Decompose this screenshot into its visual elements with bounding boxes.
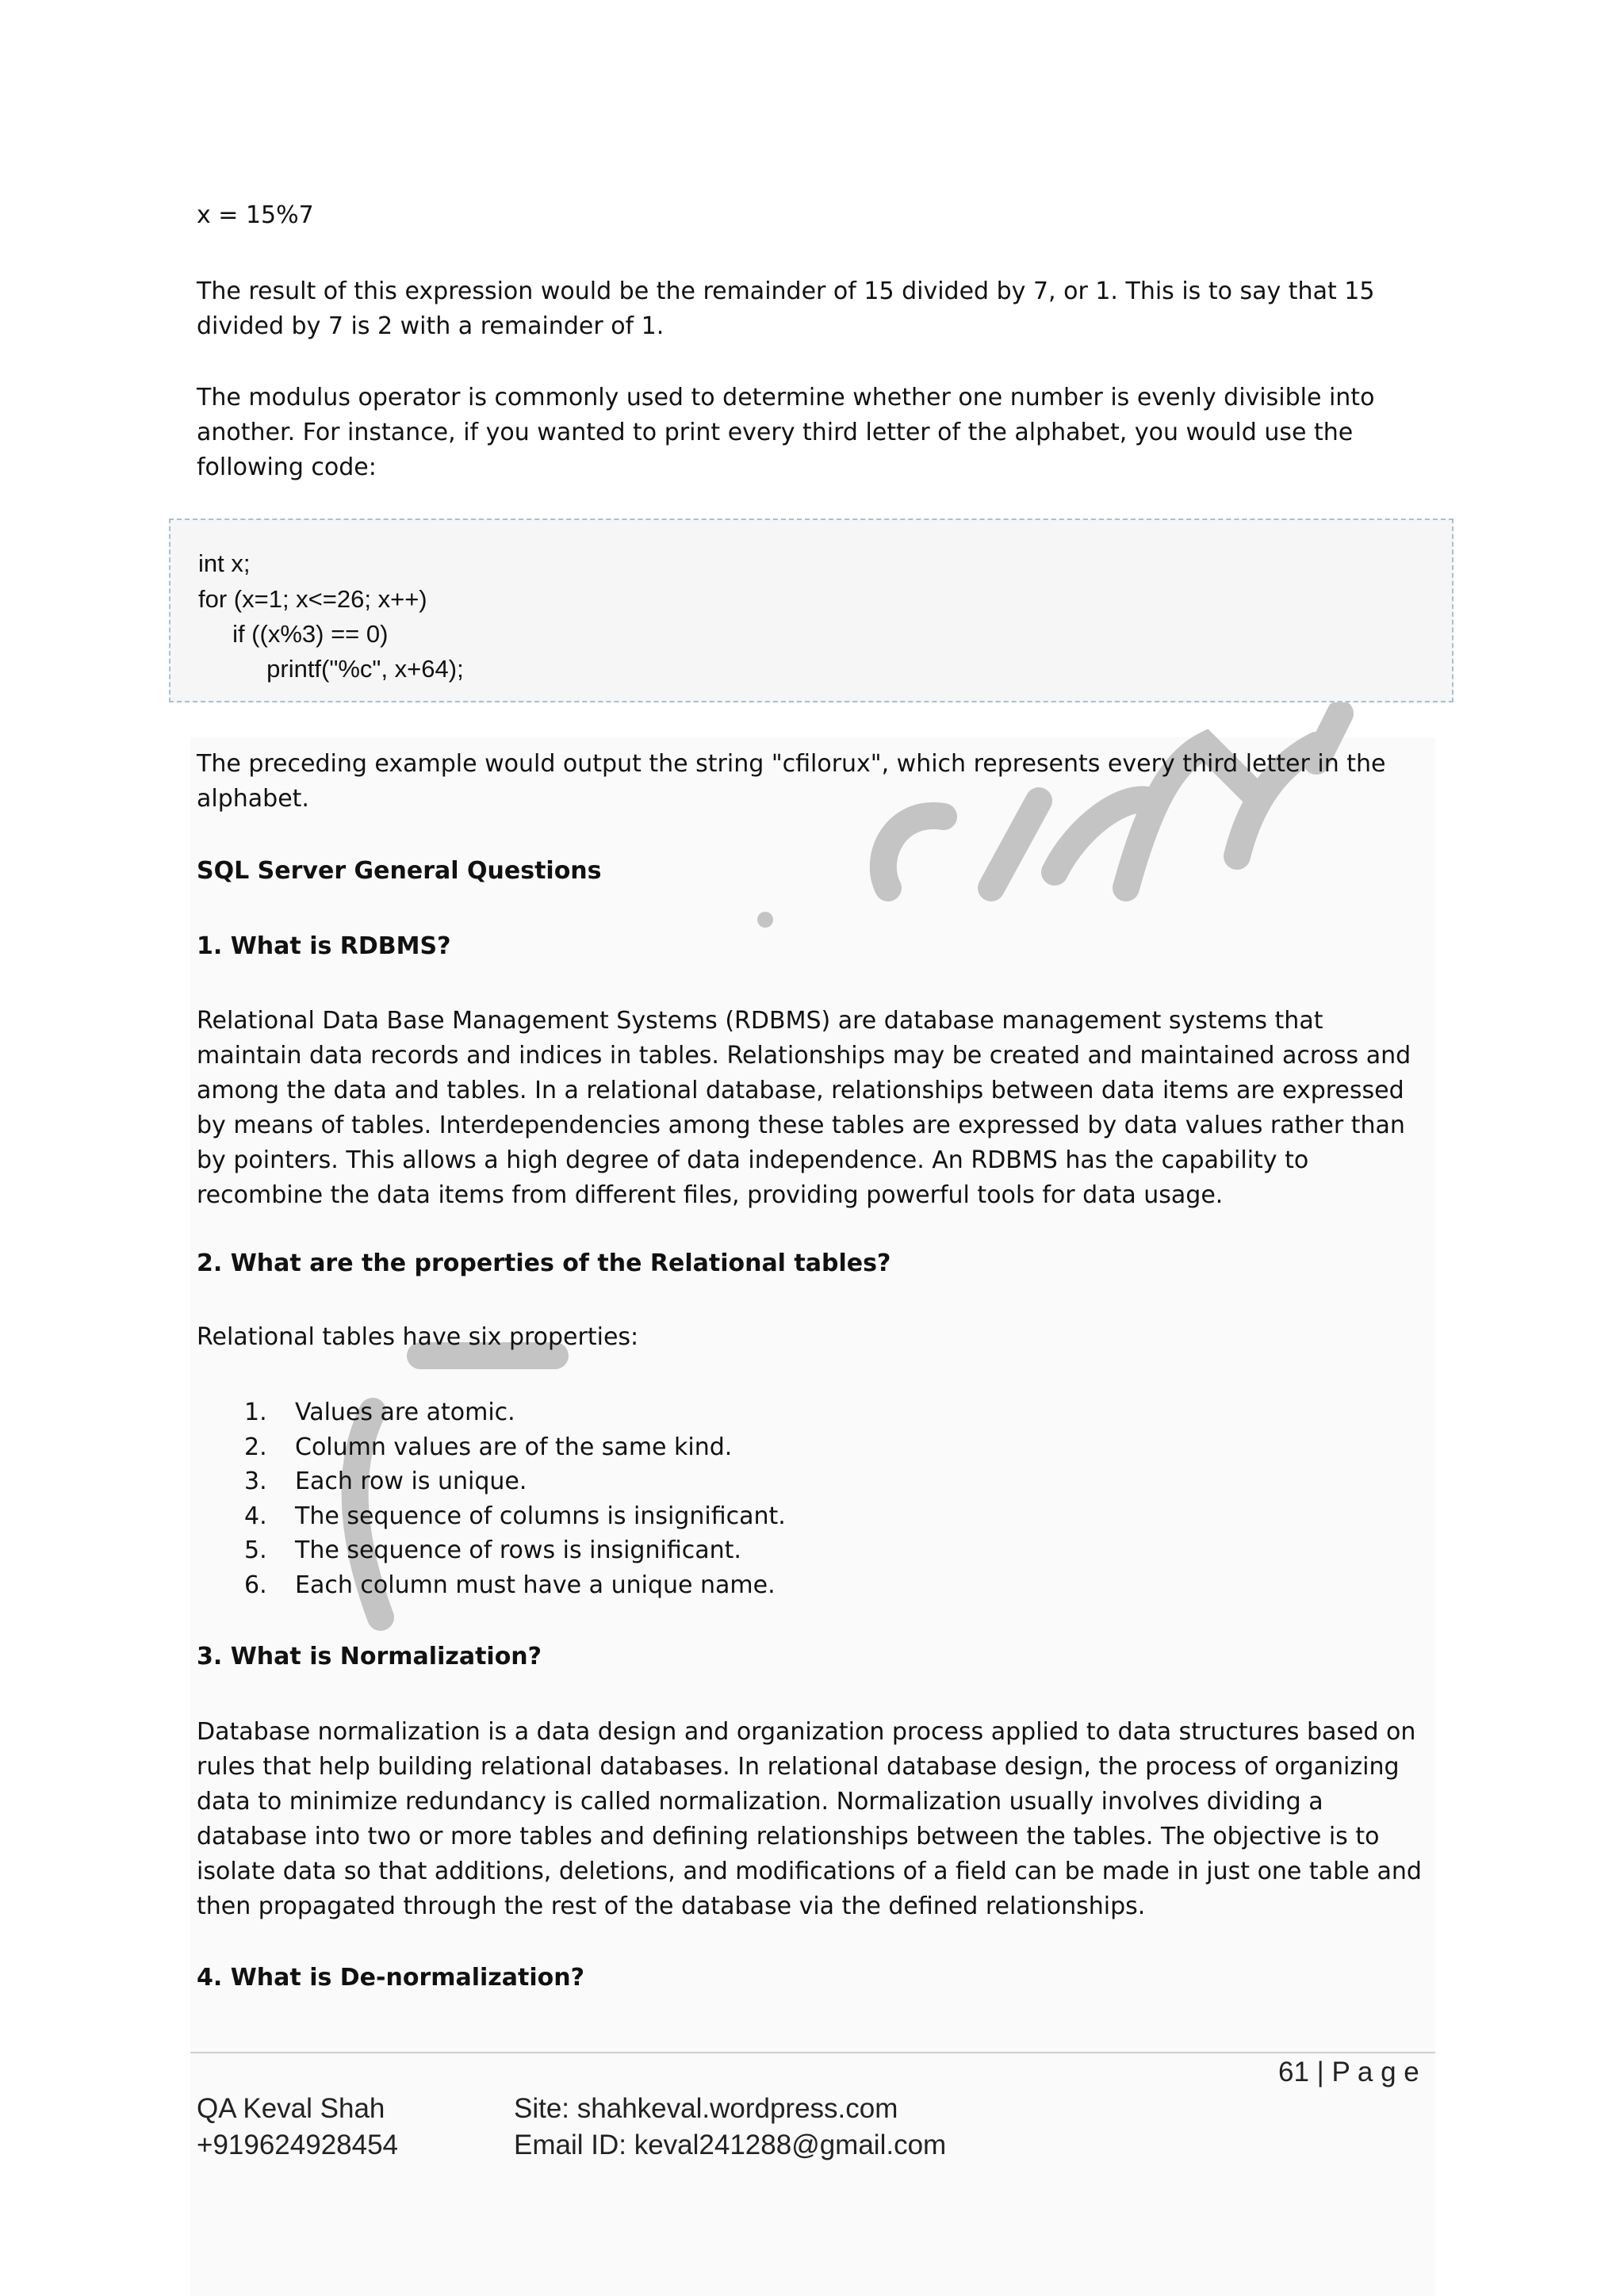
preceding-paragraph: The preceding example would output the string "cfilorux", which represents every third letter in the alphabet.: [197, 750, 1386, 813]
footer-author: QA Keval Shah: [197, 2093, 385, 2124]
question-2-heading: 2. What are the properties of the Relational tables?: [197, 1249, 891, 1277]
answer-3-paragraph: Database normalization is a data design and organization process applied to data structures based on rules that help building relational databases. In relational database design, the process of organizing data to minimize redundancy is called normalization. Normalization usually involves dividing a database into two or more tables and defining relationships between the tables. The objective is to isolate data so that additions, deletions, and modifications of a field can be made in just one table and then propagated through the rest of the database via the defined relationships.: [197, 1718, 1422, 1920]
code-line: printf("%c", x+64);: [198, 655, 464, 683]
result-paragraph: The result of this expression would be the remainder of 15 divided by 7, or 1. This is to say that 15 divided by 7 is 2 with a remainder of 1.: [197, 277, 1375, 340]
question-3-heading: 3. What is Normalization?: [197, 1643, 542, 1670]
sql-section-heading: SQL Server General Questions: [197, 857, 602, 885]
code-line: for (x=1; x<=26; x++): [198, 585, 427, 613]
footer-phone: +919624928454: [197, 2130, 399, 2160]
modulus-paragraph: The modulus operator is commonly used to determine whether one number is evenly divisible into another. For instance, if you wanted to print every third letter of the alphabet, you would use the following code:: [197, 384, 1375, 481]
list-item: 6. Each column must have a unique name.: [244, 1571, 776, 1599]
code-line: int x;: [198, 549, 251, 577]
list-item: 2. Column values are of the same kind.: [244, 1433, 733, 1461]
question-4-heading: 4. What is De-normalization?: [197, 1964, 585, 1992]
footer-divider: [190, 2052, 1435, 2053]
list-item: 5. The sequence of rows is insignificant.: [244, 1536, 741, 1564]
footer-site-link[interactable]: Site: shahkeval.wordpress.com: [514, 2093, 898, 2124]
list-item: 1. Values are atomic.: [244, 1399, 515, 1426]
code-block: [169, 519, 1454, 702]
page-number: 61 | P a g e: [1278, 2057, 1419, 2087]
answer-1-paragraph: Relational Data Base Management Systems (RDBMS) are database management systems that maintain data records and indices in tables. Relationships may be created and maintained across and among the data and tables. In a relational database, relationships between data items are expressed by means of tables. Interdependencies among these tables are expressed by data values rather than by pointers. This allows a high degree of data independence. An RDBMS has the capability to recombine the data items from different files, providing powerful tools for data usage.: [197, 1007, 1411, 1209]
expression-text: x = 15%7: [197, 201, 314, 229]
list-item: 4. The sequence of columns is insignificant.: [244, 1502, 786, 1530]
footer-email-link[interactable]: Email ID: keval241288@gmail.com: [514, 2130, 947, 2160]
answer-2-intro: Relational tables have six properties:: [197, 1323, 639, 1351]
code-line: if ((x%3) == 0): [198, 620, 389, 648]
question-1-heading: 1. What is RDBMS?: [197, 932, 451, 960]
properties-list: [197, 1395, 1228, 1602]
list-item: 3. Each row is unique.: [244, 1468, 527, 1495]
